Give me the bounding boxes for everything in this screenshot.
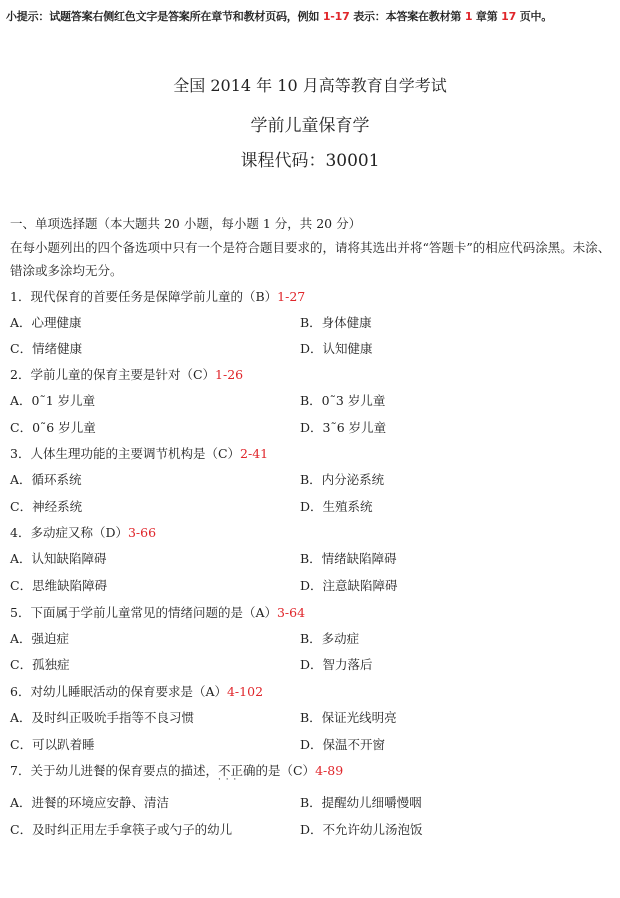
option-d: D．智力落后 xyxy=(300,657,373,672)
option-c: C．及时纠正用左手拿筷子或勺子的幼儿 xyxy=(10,822,233,837)
tip-page: 17 xyxy=(501,10,517,23)
tip-prefix: 小提示：试题答案右侧红色文字是答案所在章节和教材页码，例如 xyxy=(6,10,323,23)
option-b: B．保证光线明亮 xyxy=(300,710,397,725)
question-stem: 1．现代保育的首要任务是保障学前儿童的（B） xyxy=(10,289,278,304)
option-c: C．思维缺陷障碍 xyxy=(10,578,108,593)
option-d: D．3˜6 岁儿童 xyxy=(300,420,387,435)
option-a: A．强迫症 xyxy=(10,631,70,646)
question-6 xyxy=(10,682,263,700)
option-b: B．情绪缺陷障碍 xyxy=(300,551,397,566)
option-b: B．身体健康 xyxy=(300,315,372,330)
option-d: D．注意缺陷障碍 xyxy=(300,578,398,593)
option-b: B．内分泌系统 xyxy=(300,472,385,487)
option-a: A．认知缺陷障碍 xyxy=(10,551,107,566)
option-d: D．认知健康 xyxy=(300,341,373,356)
tip-example: 1-17 xyxy=(322,10,350,23)
tip-mid1: 表示：本答案在教材第 xyxy=(349,10,465,23)
question-stem: 6．对幼儿睡眠活动的保育要求是（A） xyxy=(10,684,227,699)
question-stem: 2．学前儿童的保育主要是针对（C） xyxy=(10,367,216,382)
answer-ref: 2-41 xyxy=(240,446,269,461)
answer-ref: 1-27 xyxy=(277,289,306,304)
option-a: A．进餐的环境应安静、清洁 xyxy=(10,795,170,810)
course-code: 课程代码：30001 xyxy=(240,151,380,171)
option-c: C．可以趴着睡 xyxy=(10,737,95,752)
option-c: C．神经系统 xyxy=(10,499,83,514)
answer-ref: 3-64 xyxy=(276,605,306,620)
exam-title: 全国 2014 年 10 月高等教育自学考试 xyxy=(173,76,447,95)
tip-banner xyxy=(6,8,552,24)
option-b: B．0˜3 岁儿童 xyxy=(300,393,386,408)
question-5 xyxy=(10,603,305,621)
question-stem: 3．人体生理功能的主要调节机构是（C） xyxy=(10,446,241,461)
option-c: C．0˜6 岁儿童 xyxy=(10,420,96,435)
option-b: B．多动症 xyxy=(300,631,360,646)
option-c: C．孤独症 xyxy=(10,657,70,672)
question-1 xyxy=(10,287,305,305)
question-4 xyxy=(10,523,156,541)
option-a: A．及时纠正吸吮手指等不良习惯 xyxy=(10,710,195,725)
option-c: C．情绪健康 xyxy=(10,341,83,356)
section-title: 一、单项选择题（本大题共 20 小题，每小题 1 分，共 20 分） xyxy=(10,216,362,231)
answer-ref: 4-102 xyxy=(226,684,264,699)
answer-ref: 1-26 xyxy=(215,367,244,382)
tip-chapter: 1 xyxy=(464,10,473,23)
tip-suffix: 页中。 xyxy=(516,10,553,23)
option-a: A．0˜1 岁儿童 xyxy=(10,393,96,408)
subject-title: 学前儿童保育学 xyxy=(250,116,370,136)
question-2 xyxy=(10,365,243,383)
option-a: A．循环系统 xyxy=(10,472,82,487)
question-stem: 5．下面属于学前儿童常见的情绪问题的是（A） xyxy=(10,605,277,620)
question-7 xyxy=(10,761,343,779)
answer-ref: 3-66 xyxy=(127,525,157,540)
section-instructions: 在每小题列出的四个备选项中只有一个是符合题目要求的，请将其选出并将“答题卡”的相应代码涂黑。未涂、错涂或多涂均无分。 xyxy=(10,240,611,278)
option-a: A．心理健康 xyxy=(10,315,82,330)
answer-ref: 4-89 xyxy=(315,763,344,778)
question-stem: 4．多动症又称（D） xyxy=(10,525,128,540)
option-b: B．提醒幼儿细嚼慢咽 xyxy=(300,795,422,810)
question-stem-post: 的是（C） xyxy=(255,763,316,778)
question-3 xyxy=(10,444,268,462)
question-stem-pre: 7．关于幼儿进餐的保育要点的描述， xyxy=(10,763,218,778)
tip-mid2: 章第 xyxy=(472,10,502,23)
option-d: D．不允许幼儿汤泡饭 xyxy=(300,822,423,837)
emphasis-not-correct: 不正确 · · · xyxy=(218,763,256,778)
option-d: D．保温不开窗 xyxy=(300,737,386,752)
option-d: D．生殖系统 xyxy=(300,499,373,514)
